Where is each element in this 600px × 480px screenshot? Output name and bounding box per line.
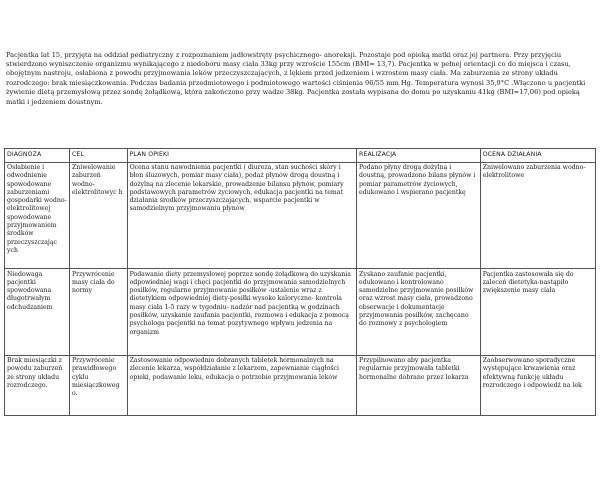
- cell-realizacja: Podano płyny drogą dożylną i doustną, prowadzono bilans płynów i pomiar parametrów życiowych, edukowano i wspierano pacjentkę: [357, 162, 481, 269]
- cell-plan-opieki: Zastosowanie odpowiednio dobranych tabletek hormonalnych na zlecenie lekarza, współdziałanie z lekarzem, zapewnianie ciągłości opieki, podawanie leku, edukacja o potrzebie przyjmowania leków: [127, 355, 356, 416]
- cell-cel: Przywrócenie prawidłowego cyklu miesiączkoweg o.: [69, 355, 127, 416]
- cell-diagnoza: Osłabienie i odwodnienie spowodowane zaburzeniami gospodarki wodno-elektrolitowej spowodowane przyjmowaniem środków przeczyszczając ych: [5, 162, 70, 269]
- table-row: [5, 162, 596, 269]
- cell-realizacja: Zyskano zaufanie pacjentki, edukowano i kontrolowano samodzielne przyjmowanie posiłków oraz wzrost masy ciała, prowadzono obserwacje i dokumentacje przyjmowania posiłków, zachęcano do rozmowy z psychologiem: [357, 269, 481, 356]
- header-ocena-dzialania: OCENA DZIAŁANIA: [480, 149, 595, 163]
- header-diagnoza: DIAGNOZA: [5, 149, 70, 163]
- table-header-row: [5, 149, 596, 163]
- header-plan-opieki: PLAN OPIEKI: [127, 149, 356, 163]
- cell-plan-opieki: Podawanie diety przemysłowej poprzez sondę żołądkową do uzyskania odpowiedniej wagi i chęci pacjentki do przyjmowania samodzielnych posiłków, regularne przyjmowanie posiłków -ustalenie wraz z dietetykiem odpowiedniej diety-posiłki wysoko kaloryczne- kontrola masy ciała 1-5 razy w tygodniu- nadzór nad pacjentką w godzinach posiłków, uzyskanie zaufania pacjentki, rozmowa i edukacja z pomocą psychologa pacjentki na temat pozytywnego wpływu jedzenia na organizm: [127, 269, 356, 356]
- header-cel: CEL: [69, 149, 127, 163]
- patient-description: Pacjentka lat 15, przyjęta na oddział pediatryczny z rozpoznaniem jadłowstręty psychicznego- anoreksji. Pozostaje pod opieką matki oraz jej partnera. Przy przyjęciu stwierdzono wyniszczenie organizmu wynikającego z niedoboru masy ciała 33kg przy wzroście 155cm (BMI= 13,7). Pacjentka w pełnej orientacji co do miejsca i czasu, obojętnym nastroju, osłabiona z powodu przyjmowania leków przeczyszczających, z lękiem przed jedzeniem i wzrostem masy ciała. Ma zaburzenia ze strony układu rozrodczego: brak miesiączkowania. Podczas badania przedmiotowego i podmiotowego wartości ciśnienia 96/55 mm Hg. Temperatura wynosi 35,9°C .Włączono u pacjentki żywienie dietą przemysłową przez sondę żołądkową, która zakończono przy wadze 38kg. Pacjentka została wypisana do domu po uzyskaniu 41kg (BMI=17,06) pod opieką matki i jedzeniem doustnym.: [6, 50, 586, 106]
- cell-ocena-dzialania: Pacjentka zastosowała się do zaleceń dietetyka-nastąpiło zwiększenie masy ciała: [480, 269, 595, 356]
- cell-cel: Przywrócenie masy ciała do normy: [69, 269, 127, 356]
- cell-diagnoza: Niedowaga pacjentki spowodowana długotrwałym odchudzaniem: [5, 269, 70, 356]
- table-row: [5, 269, 596, 356]
- cell-diagnoza: Brak miesiączki z powodu zaburzeń ze strony układu rozrodczego.: [5, 355, 70, 416]
- cell-plan-opieki: Ocena stanu nawodnienia pacjentki ( diureza, stan suchości skóry i błon śluzowych, pomiar masy ciała), podaż płynów drogą doustną i dożylną na zlecenie lekarskie, prowadzenie bilansu płynów, pomiary podstawowych parametrów życiowych, edukacja pacjentki na temat działania środków przeczyszczających, wsparcie pacjentki w samodzielnym przyjmowaniu płynów: [127, 162, 356, 269]
- header-realizacja: REALIZACJA: [357, 149, 481, 163]
- cell-ocena-dzialania: Zaobserwowano sporadyczne występujące krwawienia oraz efektywną funkcję układu rozrodczego i odpowiedź na lek: [480, 355, 595, 416]
- care-plan-table: [4, 148, 596, 416]
- table-row: [5, 355, 596, 416]
- cell-ocena-dzialania: Zniwelowano zaburzenia wodno-elektrolitowe: [480, 162, 595, 269]
- cell-cel: Zniwelowanie zaburzeń wodno-elektrolitowyc h: [69, 162, 127, 269]
- cell-realizacja: Przypilnowano aby pacjentka regularnie przyjmowała tabletki hormonalne dobrane przez lekarza: [357, 355, 481, 416]
